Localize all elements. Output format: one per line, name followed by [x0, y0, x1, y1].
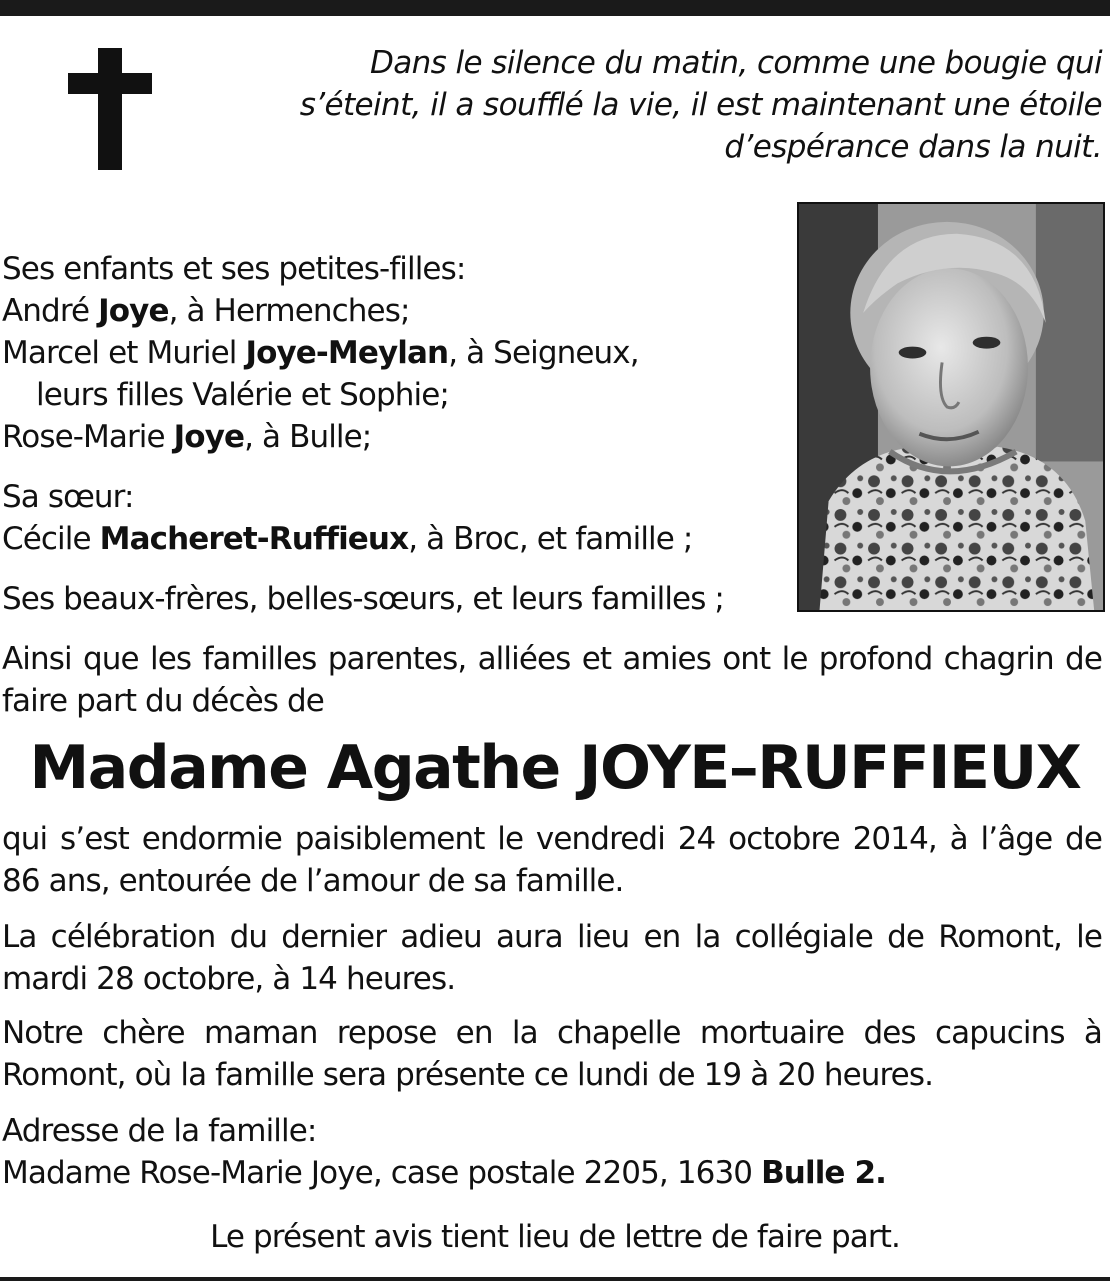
quote-line: Dans le silence du matin, comme une bougie qui [369, 45, 1102, 81]
portrait-photo [797, 202, 1105, 612]
passing-paragraph: qui s’est endormie paisiblement le vendredi 24 octobre 2014, à l’âge de 86 ans, entourée de l’amour de sa famille. [2, 821, 1102, 899]
deceased-name: Madame Agathe JOYE–RUFFIEUX [29, 733, 1081, 803]
epigraph-quote [270, 42, 1102, 168]
family-member-rosemarie: Rose-Marie Joye, à Bulle; [2, 419, 372, 455]
sister-section [2, 476, 692, 560]
address-line: Madame Rose-Marie Joye, case postale 2205, 1630 Bulle 2. [2, 1155, 886, 1191]
family-member-cecile: Cécile Macheret-Ruffieux, à Broc, et famille ; [2, 521, 693, 557]
cross-icon [68, 48, 152, 170]
closing-note: Le présent avis tient lieu de lettre de faire part. [210, 1219, 900, 1255]
bottom-rule [0, 1277, 1110, 1281]
children-section [2, 248, 639, 458]
family-member-daughters: leurs filles Valérie et Sophie; [36, 377, 449, 413]
family-member-andre: André Joye, à Hermenches; [2, 293, 410, 329]
sister-heading: Sa sœur: [2, 479, 134, 515]
children-heading: Ses enfants et ses petites-filles: [2, 251, 466, 287]
top-rule [0, 0, 1110, 16]
family-address [2, 1110, 886, 1194]
quote-line: s’éteint, il a soufflé la vie, il est maintenant une étoile [299, 87, 1102, 123]
quote-line: d’espérance dans la nuit. [724, 129, 1102, 165]
viewing-paragraph: Notre chère maman repose en la chapelle mortuaire des capucins à Romont, où la famille sera présente ce lundi de 19 à 20 heures. [2, 1015, 1102, 1093]
ceremony-paragraph: La célébration du dernier adieu aura lieu en la collégiale de Romont, le mardi 28 octobre, à 14 heures. [2, 919, 1102, 997]
announcement-paragraph: Ainsi que les familles parentes, alliées et amies ont le profond chagrin de faire part du décès de [2, 641, 1102, 719]
address-heading: Adresse de la famille: [2, 1113, 317, 1149]
family-member-marcel: Marcel et Muriel Joye-Meylan, à Seigneux, [2, 335, 639, 371]
inlaws-line: Ses beaux-frères, belles-sœurs, et leurs familles ; [2, 581, 724, 617]
